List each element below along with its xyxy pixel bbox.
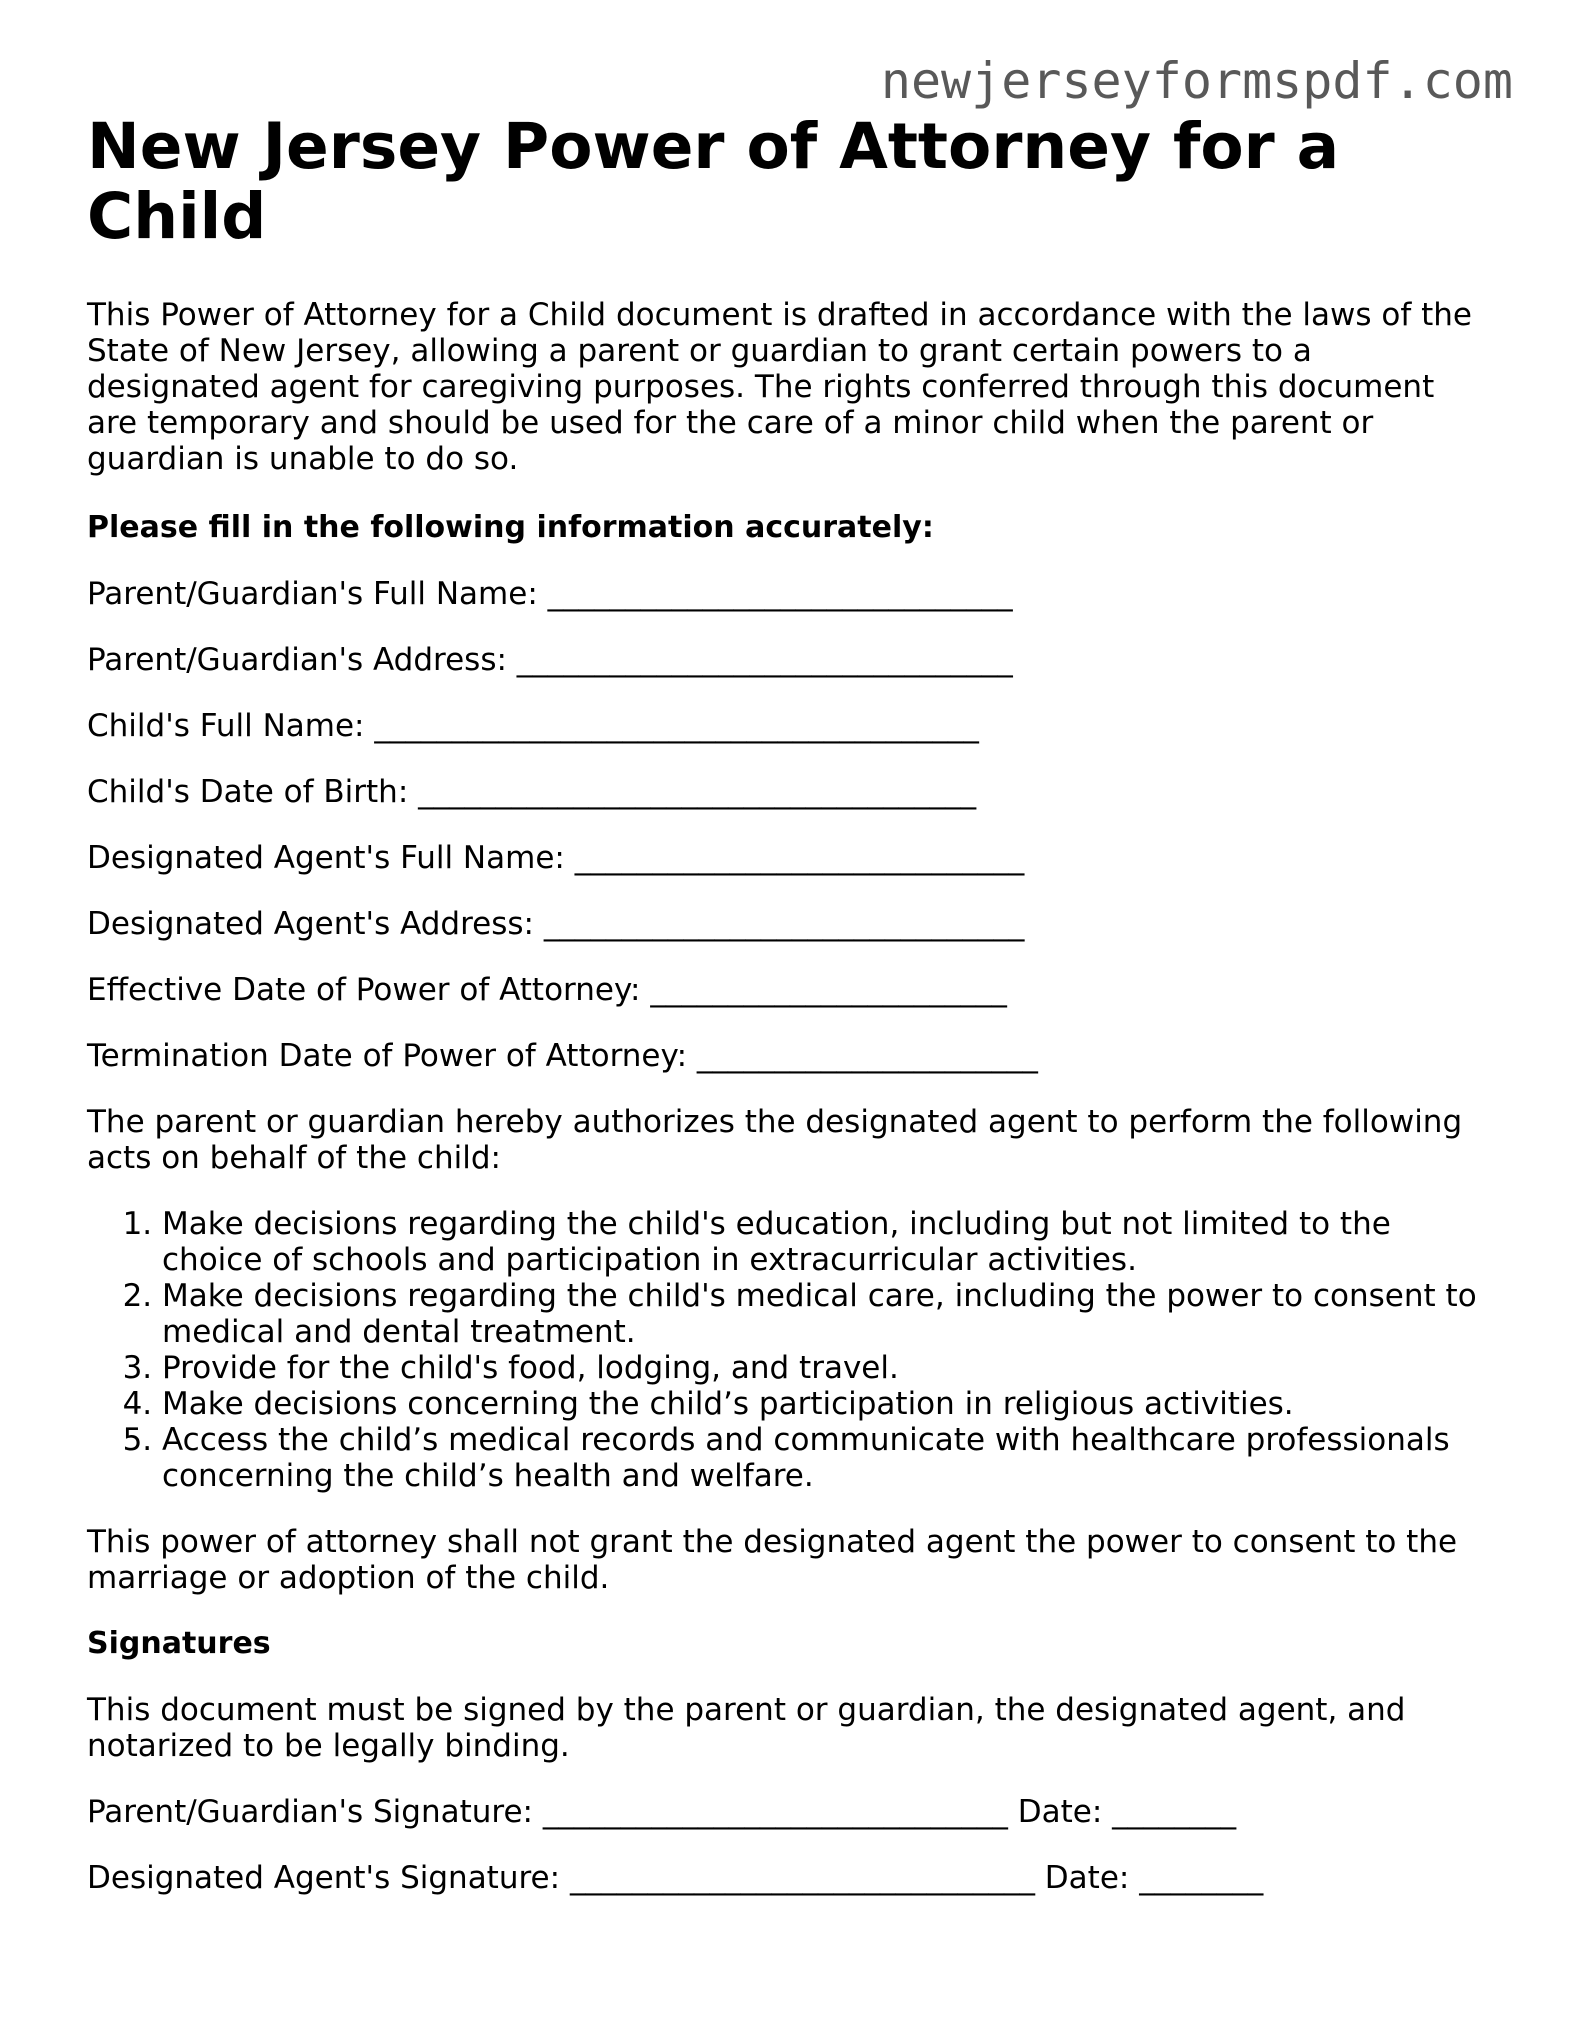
field-label: Parent/Guardian's Signature: [87, 1794, 534, 1830]
field-label: Parent/Guardian's Full Name: [87, 576, 538, 612]
date-label: Date: [1017, 1794, 1103, 1830]
field-label: Designated Agent's Address: [87, 906, 534, 942]
site-watermark: newjerseyformspdf.com [880, 52, 1513, 110]
agent-address-field [87, 906, 1487, 942]
information-fields [87, 576, 1487, 1074]
parent-signature-line [87, 1794, 1487, 1830]
field-label: Designated Agent's Full Name: [87, 840, 565, 876]
instructions-heading: Please fill in the following information accurately: [87, 510, 934, 545]
fill-in-blank[interactable]: ________________________________ [516, 642, 1013, 678]
fill-in-blank[interactable]: ____________________________________ [418, 774, 977, 810]
powers-list [87, 1206, 1487, 1494]
fill-in-blank[interactable]: _______________________________________ [374, 708, 979, 744]
document-page [87, 112, 1487, 1896]
date-blank[interactable]: ________ [1112, 1794, 1237, 1830]
list-item: 5. Access the child’s medical records and communicate with healthcare professionals concerning the child’s health and welfare. [162, 1422, 1487, 1494]
date-label: Date: [1044, 1860, 1130, 1896]
signatures-note: This document must be signed by the parent or guardian, the designated agent, and notarized to be legally binding. [87, 1692, 1406, 1764]
child-dob-field [87, 774, 1487, 810]
child-name-field [87, 708, 1487, 744]
agent-signature-line [87, 1860, 1487, 1896]
fill-in-blank[interactable]: ______________________ [696, 1038, 1038, 1074]
limitation-paragraph: This power of attorney shall not grant the designated agent the power to consent to the marriage or adoption of the child. [87, 1524, 1458, 1596]
termination-date-field [87, 1038, 1487, 1074]
field-label: Child's Date of Birth: [87, 774, 409, 810]
signature-blank[interactable]: ______________________________ [542, 1794, 1008, 1830]
field-label: Effective Date of Power of Attorney: [87, 972, 641, 1008]
fill-in-blank[interactable]: _______________________________ [543, 906, 1025, 942]
signatures-heading: Signatures [87, 1626, 271, 1661]
field-label: Child's Full Name: [87, 708, 365, 744]
list-item: 2. Make decisions regarding the child's medical care, including the power to consent to medical and dental treatment. [162, 1278, 1487, 1350]
list-item: 3. Provide for the child's food, lodging, and travel. [162, 1350, 1487, 1386]
list-item: 4. Make decisions concerning the child’s participation in religious activities. [162, 1386, 1487, 1422]
parent-address-field [87, 642, 1487, 678]
fill-in-blank[interactable]: _______________________ [650, 972, 1007, 1008]
parent-name-field [87, 576, 1487, 612]
authorization-paragraph: The parent or guardian hereby authorizes the designated agent to perform the following acts on behalf of the child: [87, 1104, 1463, 1176]
document-title: New Jersey Power of Attorney for a Child [87, 110, 1340, 253]
agent-name-field [87, 840, 1487, 876]
fill-in-blank[interactable]: ______________________________ [547, 576, 1013, 612]
effective-date-field [87, 972, 1487, 1008]
field-label: Parent/Guardian's Address: [87, 642, 507, 678]
field-label: Designated Agent's Signature: [87, 1860, 561, 1896]
fill-in-blank[interactable]: _____________________________ [574, 840, 1025, 876]
intro-paragraph: This Power of Attorney for a Child document is drafted in accordance with the laws of the State of New Jersey, allowing a parent or guardian to grant certain powers to a designated agent for caregiving purposes. The rights conferred through this document are temporary and should be used for the care of a minor child when the parent or guardian is unable to do so. [87, 297, 1472, 477]
date-blank[interactable]: ________ [1139, 1860, 1264, 1896]
list-item: 1. Make decisions regarding the child's education, including but not limited to the choice of schools and participation in extracurricular activities. [162, 1206, 1487, 1278]
field-label: Termination Date of Power of Attorney: [87, 1038, 688, 1074]
signature-blank[interactable]: ______________________________ [569, 1860, 1035, 1896]
